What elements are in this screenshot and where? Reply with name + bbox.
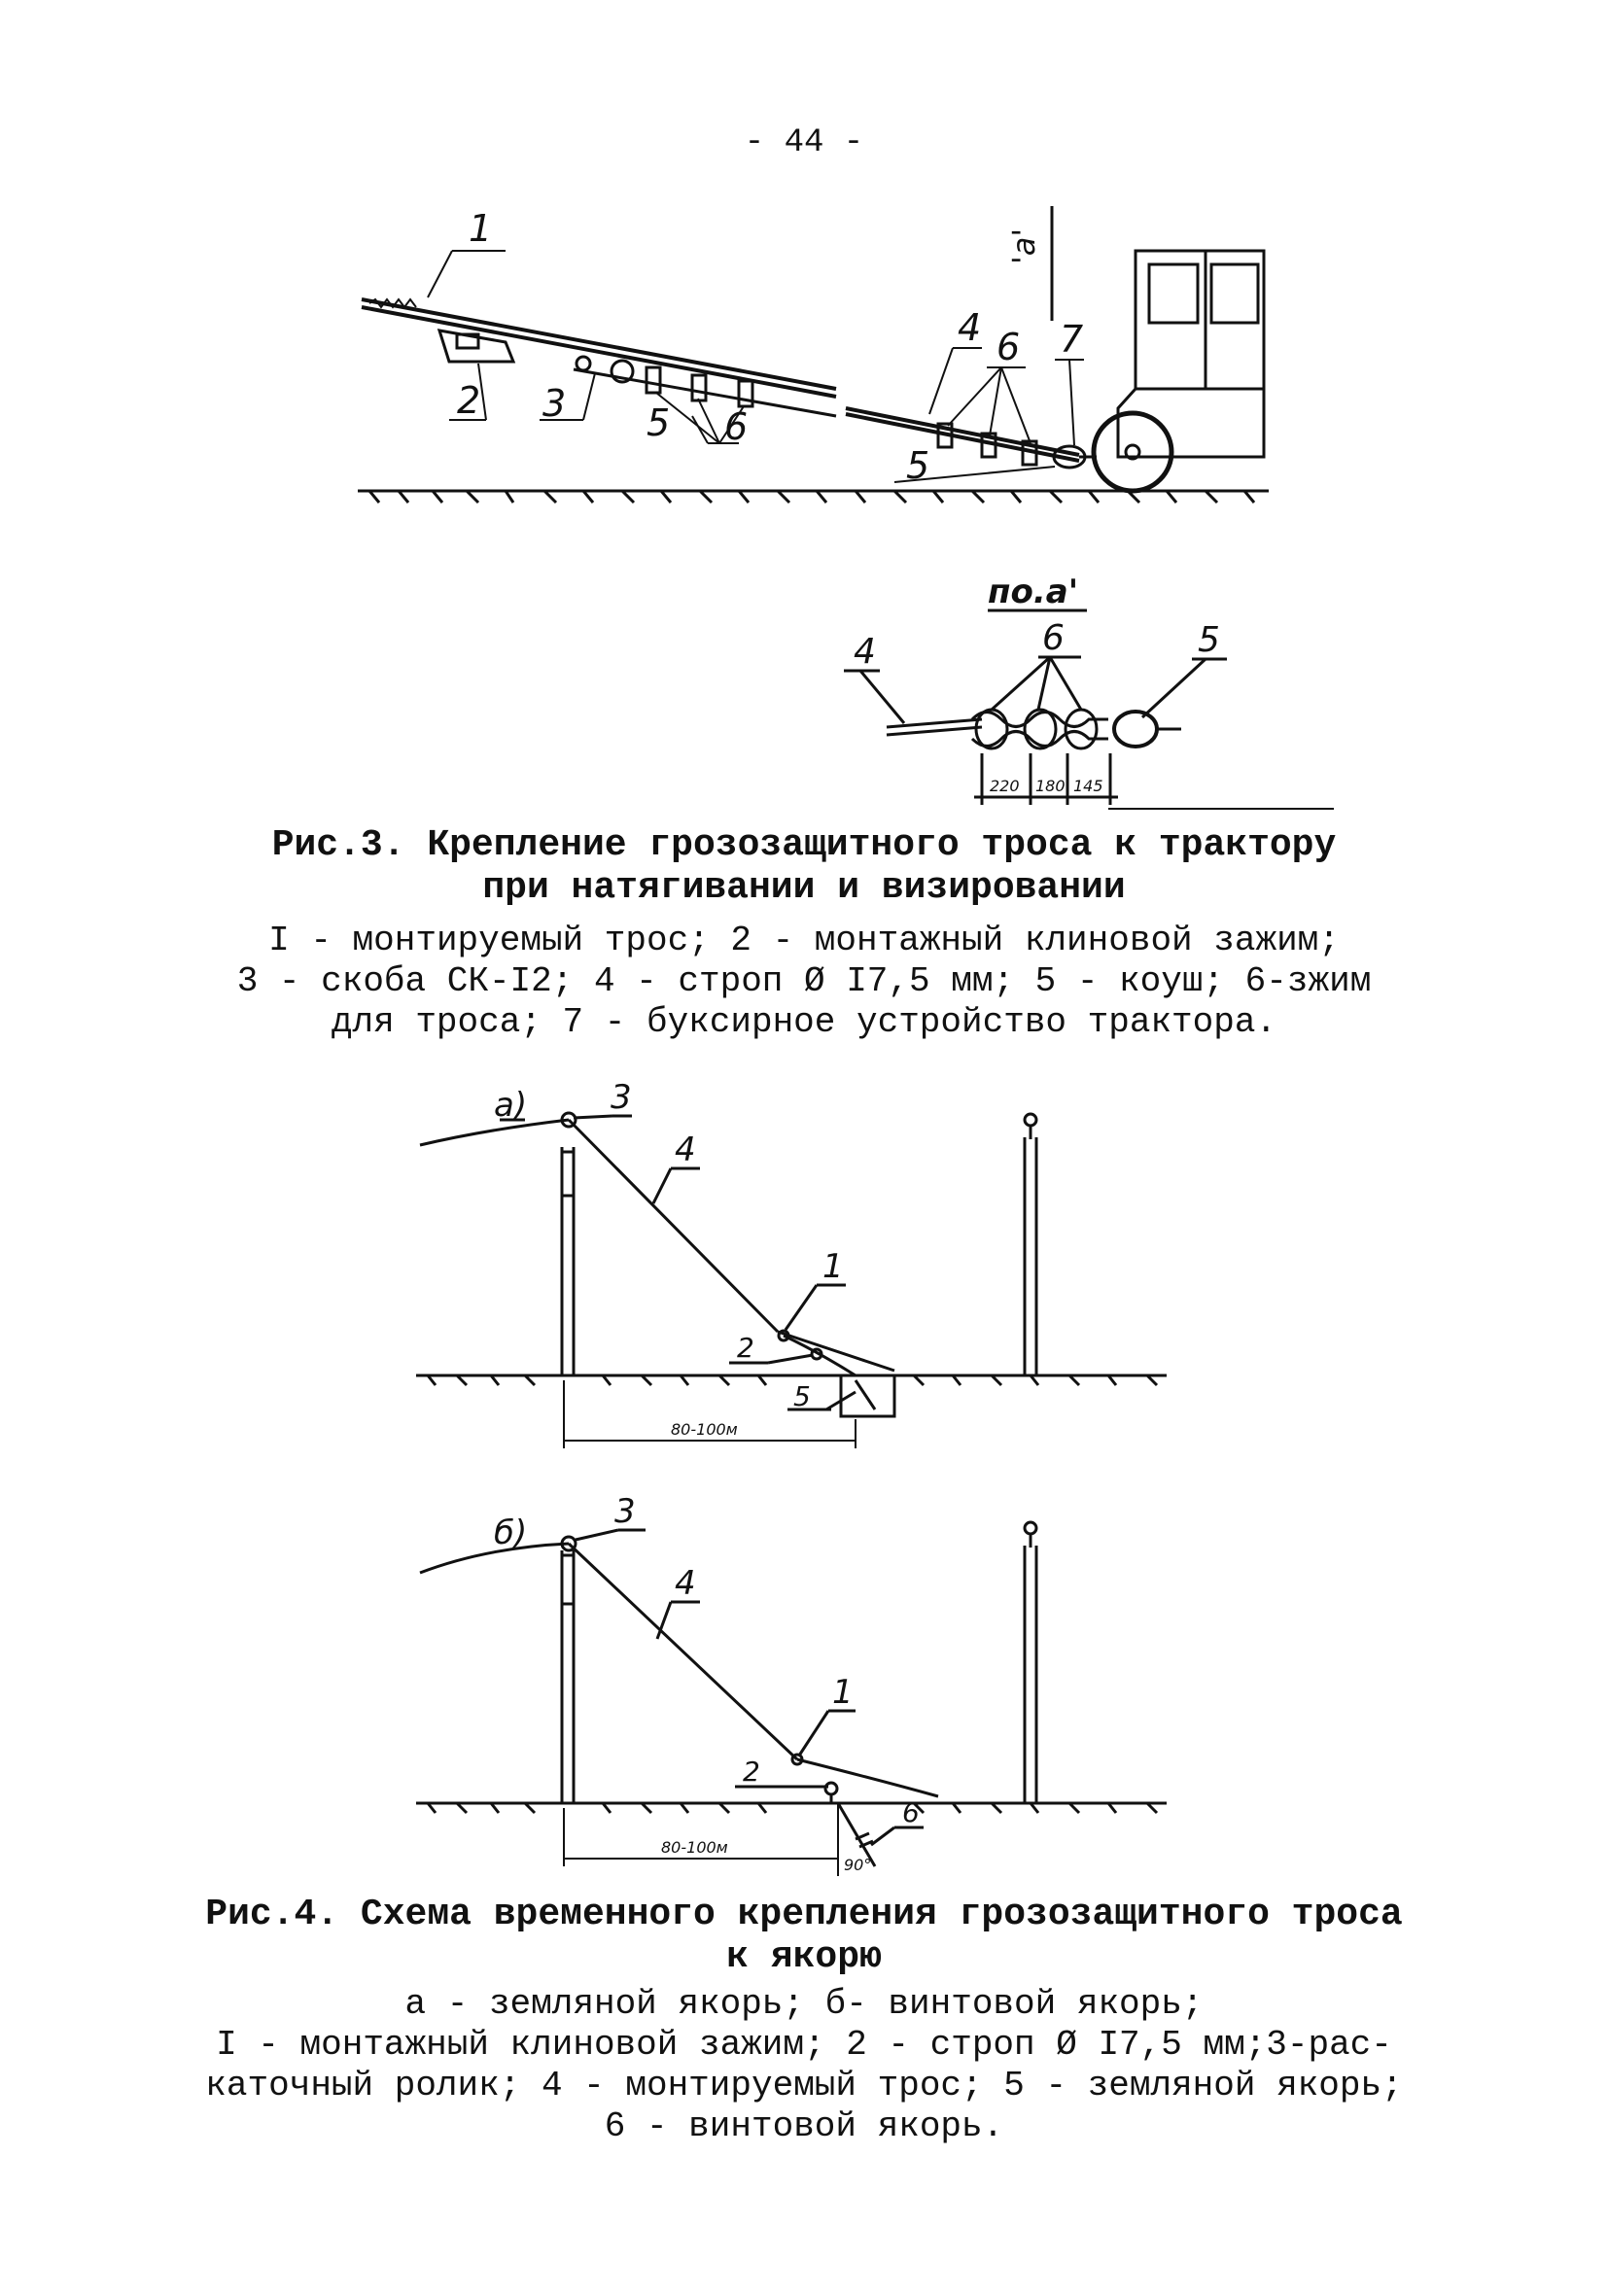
fig4a-label-2: 2 (737, 1332, 754, 1364)
fig4b-label-4: 4 (675, 1564, 696, 1603)
fig4b-angle: 90° (844, 1856, 872, 1874)
page-number: - 44 - (744, 124, 864, 161)
detail-label-6: 6 (1042, 618, 1065, 658)
fig4b-label-2: 2 (743, 1756, 760, 1788)
fig3-label-6a: 6 (996, 326, 1021, 368)
detail-view-title: по.а' (988, 573, 1079, 611)
fig4a-label-1: 1 (822, 1247, 844, 1286)
mounted-cable (362, 299, 836, 397)
fig4a-label-4: 4 (675, 1131, 696, 1169)
figure4-caption-line2: к якорю (726, 1936, 882, 1978)
fig4a-marker: а) (494, 1086, 528, 1125)
figure4-legend-line2: I - монтажный клиновой зажим; 2 - строп Ø I7,5 мм;3-рас- (216, 2025, 1392, 2065)
fig3-label-3: 3 (542, 382, 567, 425)
fig3-label-7: 7 (1060, 318, 1084, 361)
fig3-label-6b: 6 (724, 405, 749, 448)
fig3-label-2: 2 (457, 379, 481, 422)
figure4-legend-line1: а - земляной якорь; б- винтовой якорь; (404, 1984, 1204, 2024)
dimension-145: 145 (1073, 777, 1103, 795)
fig4b-label-1: 1 (832, 1673, 854, 1712)
fig4b-marker: б) (494, 1513, 528, 1552)
figure3-legend-line1: I - монтируемый трос; 2 - монтажный клиновой зажим; (268, 921, 1340, 960)
fig4a-label-5: 5 (793, 1380, 811, 1412)
fig4b-distance: 80-100м (661, 1838, 728, 1857)
figure4-legend-line3: каточный ролик; 4 - монтируемый трос; 5 - земляной якорь; (205, 2066, 1403, 2105)
figure4b-drawing (0, 1478, 1608, 1886)
sling-rope (846, 408, 1085, 468)
fig3-label-5a: 5 (647, 401, 671, 444)
fig3-label-1: 1 (469, 207, 493, 250)
fig4b-label-3: 3 (614, 1492, 636, 1531)
figure4-caption-line1: Рис.4. Схема временного крепления грозозащитного троса (205, 1894, 1403, 1935)
fig3-label-4: 4 (958, 306, 982, 349)
detail-label-5: 5 (1198, 620, 1220, 660)
fig3-label-5b: 5 (906, 444, 930, 487)
view-marker-text: 'a' (1005, 227, 1042, 264)
figure3-caption-line1: Рис.3. Крепление грозозащитного троса к трактору (271, 824, 1337, 866)
detail-label-4: 4 (854, 632, 876, 672)
figure4a-drawing (0, 1060, 1608, 1468)
dimension-220: 220 (990, 777, 1020, 795)
figure3-caption-line2: при натягивании и визировании (482, 867, 1126, 909)
figure3-legend-line3: для троса; 7 - буксирное устройство трактора. (331, 1002, 1277, 1042)
dimension-180: 180 (1035, 777, 1066, 795)
fig4a-label-3: 3 (611, 1078, 632, 1117)
tractor (1079, 251, 1264, 491)
figure4-legend-line4: 6 - винтовой якорь. (604, 2106, 1004, 2146)
fig4b-label-6: 6 (902, 1796, 920, 1828)
fig4a-distance: 80-100м (671, 1420, 738, 1439)
figure3-legend-line2: 3 - скоба СК-I2; 4 - строп Ø I7,5 мм; 5 - коуш; 6-зжим (236, 961, 1372, 1001)
